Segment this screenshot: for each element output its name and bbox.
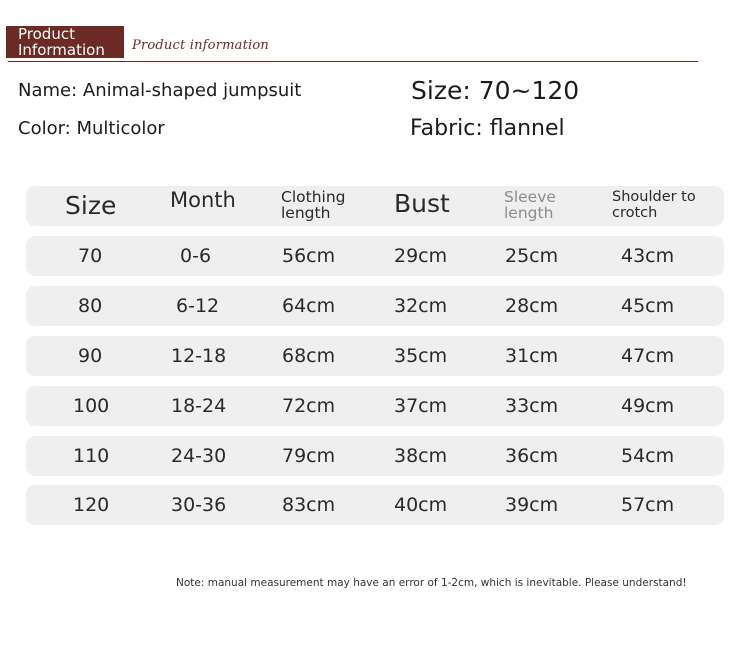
cell-sleeve-length: 28cm: [505, 295, 559, 317]
table-header-row: [26, 186, 724, 226]
measurement-note: Note: manual measurement may have an error of 1-2cm, which is inevitable. Please understand!: [176, 577, 687, 589]
cell-sleeve-length: 33cm: [505, 395, 559, 417]
cell-month: 6-12: [176, 295, 220, 317]
table-row: [26, 286, 724, 326]
header-sleeve-line1: Sleeve: [504, 188, 556, 206]
cell-shoulder-to-crotch: 45cm: [621, 295, 675, 317]
cell-bust: 38cm: [394, 445, 448, 467]
table-row: [26, 485, 724, 525]
cell-size: 80: [78, 295, 103, 317]
cell-month: 12-18: [171, 345, 227, 367]
cell-size: 120: [73, 494, 110, 516]
header-clothing-line2: length: [281, 204, 331, 222]
cell-shoulder-to-crotch: 54cm: [621, 445, 675, 467]
cell-shoulder-to-crotch: 49cm: [621, 395, 675, 417]
product-color: Color: Multicolor: [18, 118, 165, 139]
cell-shoulder-to-crotch: 47cm: [621, 345, 675, 367]
cell-clothing-length: 83cm: [282, 494, 336, 516]
badge-line-1: Product: [18, 25, 75, 43]
header-size: Size: [65, 191, 117, 220]
product-name: Name: Animal-shaped jumpsuit: [18, 80, 302, 101]
cell-shoulder-to-crotch: 57cm: [621, 494, 675, 516]
cell-month: 30-36: [171, 494, 227, 516]
cell-bust: 32cm: [394, 295, 448, 317]
header-shoulder-to-crotch: [612, 189, 696, 229]
cell-bust: 35cm: [394, 345, 448, 367]
badge-line-2: Information: [18, 41, 105, 59]
header-clothing-length: [281, 189, 345, 229]
cell-bust: 40cm: [394, 494, 448, 516]
cell-size: 100: [73, 395, 110, 417]
cell-month: 24-30: [171, 445, 227, 467]
header-shoulder-line2: crotch: [612, 205, 658, 221]
cell-sleeve-length: 31cm: [505, 345, 559, 367]
product-information-badge: [6, 26, 124, 58]
cell-clothing-length: 68cm: [282, 345, 336, 367]
header-bust: Bust: [394, 189, 450, 218]
product-size-range: Size: 70~120: [411, 76, 580, 105]
header-shoulder-line1: Shoulder to: [612, 189, 696, 205]
table-row: [26, 386, 724, 426]
cell-clothing-length: 79cm: [282, 445, 336, 467]
cell-bust: 29cm: [394, 245, 448, 267]
cell-clothing-length: 64cm: [282, 295, 336, 317]
header-sleeve-line2: length: [504, 204, 554, 222]
cell-size: 90: [78, 345, 103, 367]
header-month: Month: [170, 188, 236, 212]
cell-size: 70: [78, 245, 103, 267]
cell-size: 110: [73, 445, 110, 467]
cell-clothing-length: 56cm: [282, 245, 336, 267]
header-sleeve-length: [504, 189, 556, 229]
cell-sleeve-length: 36cm: [505, 445, 559, 467]
header-divider: [8, 61, 698, 62]
table-row: [26, 236, 724, 276]
cell-month: 0-6: [180, 245, 212, 267]
section-title: Product information: [132, 38, 269, 53]
cell-shoulder-to-crotch: 43cm: [621, 245, 675, 267]
cell-sleeve-length: 39cm: [505, 494, 559, 516]
table-row: [26, 336, 724, 376]
table-row: [26, 436, 724, 476]
cell-clothing-length: 72cm: [282, 395, 336, 417]
cell-month: 18-24: [171, 395, 227, 417]
cell-sleeve-length: 25cm: [505, 245, 559, 267]
header-clothing-line1: Clothing: [281, 188, 346, 206]
product-fabric: Fabric: flannel: [410, 116, 565, 141]
cell-bust: 37cm: [394, 395, 448, 417]
